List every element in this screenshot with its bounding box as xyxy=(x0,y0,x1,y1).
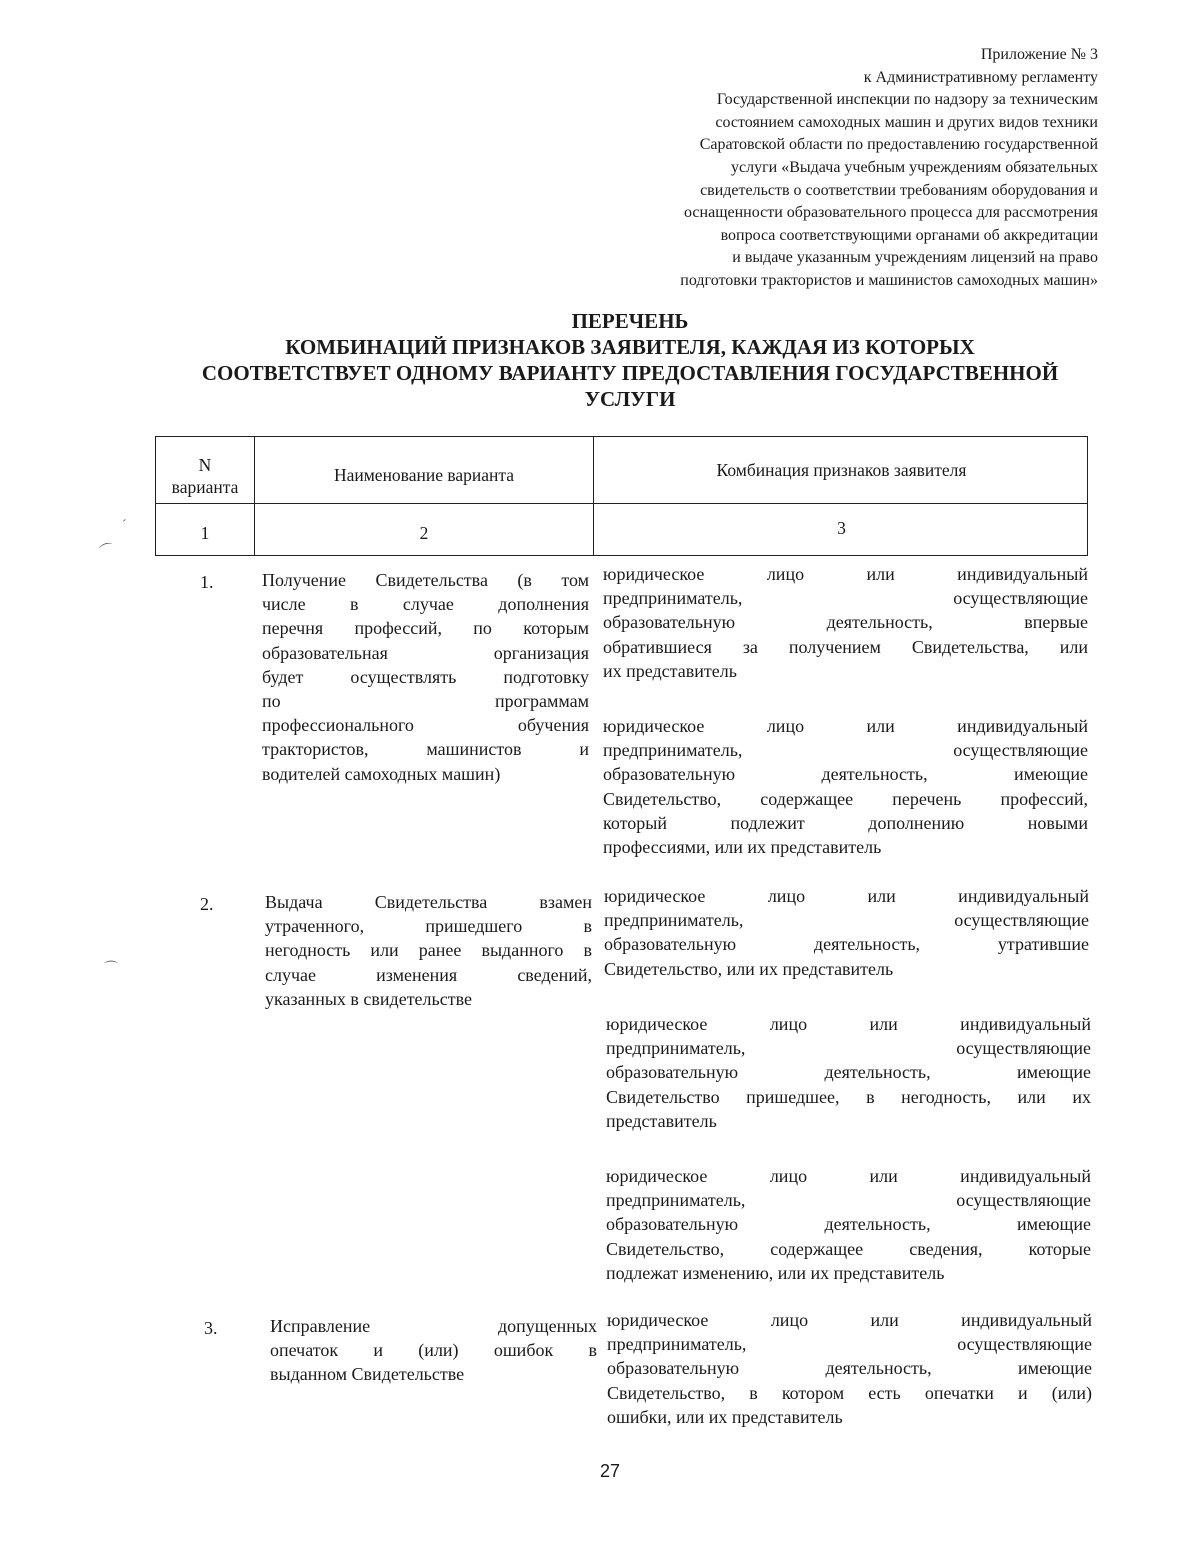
column-number-3: 3 xyxy=(837,518,846,538)
criteria-combination xyxy=(604,884,1089,981)
variant-name xyxy=(262,568,589,786)
header-variant-number xyxy=(156,454,254,498)
criteria-line: профессиями, или их представитель xyxy=(603,836,882,857)
scan-mark: ⌒ xyxy=(104,962,118,977)
criteria-combination xyxy=(603,562,1088,683)
document-title xyxy=(150,308,1110,412)
criteria-line: юридическое лицо или индивидуальный xyxy=(606,1166,1091,1186)
variant-name-line: перечня профессий, по которым xyxy=(262,618,589,639)
appendix-line: вопроса соответствующими органами об аккредитации xyxy=(720,226,1098,244)
criteria-line: образовательную деятельность, впервые xyxy=(603,612,1088,633)
scan-mark: ⌒ xyxy=(98,541,117,561)
variant-name-line: числе в случае дополнения xyxy=(262,594,589,615)
variant-name-line: выданном Свидетельстве xyxy=(270,1364,465,1385)
variant-name-line: трактористов, машинистов и xyxy=(262,739,589,760)
variant-name-line: утраченного, пришедшего в xyxy=(265,916,592,937)
variant-name xyxy=(270,1314,597,1387)
appendix-line: свидетельств о соответствии требованиям оборудования и xyxy=(700,181,1098,199)
criteria-line: Свидетельство, или их представитель xyxy=(604,958,894,979)
criteria-line: образовательную деятельность, имеющие xyxy=(607,1358,1092,1379)
scan-mark: ˊ xyxy=(122,518,127,533)
criteria-line: Свидетельство, содержащее сведения, которые xyxy=(606,1238,1091,1259)
header-variant-number-line2: варианта xyxy=(171,477,239,497)
header-variant-name: Наименование варианта xyxy=(333,465,515,485)
title-line: СООТВЕТСТВУЕТ ОДНОМУ ВАРИАНТУ ПРЕДОСТАВЛЕНИЯ ГОСУДАРСТВЕННОЙ xyxy=(201,361,1059,385)
appendix-line: услуги «Выдача учебным учреждениям обязательных xyxy=(731,158,1098,176)
row-number: 2. xyxy=(200,894,214,914)
variant-name-line: водителей самоходных машин) xyxy=(262,763,501,784)
criteria-line: который подлежит дополнению новыми xyxy=(603,812,1088,833)
criteria-combination xyxy=(607,1308,1092,1429)
appendix-line: и выдаче указанным учреждениям лицензий на право xyxy=(732,249,1098,267)
criteria-line: юридическое лицо или индивидуальный xyxy=(606,1014,1091,1034)
criteria-line: обратившиеся за получением Свидетельства, или xyxy=(603,636,1088,657)
criteria-line: образовательную деятельность, имеющие xyxy=(603,764,1088,785)
column-number-1: 1 xyxy=(200,523,210,543)
criteria-line: юридическое лицо или индивидуальный xyxy=(603,564,1088,584)
criteria-line: предприниматель, осуществляющие xyxy=(603,740,1088,761)
title-line: УСЛУГИ xyxy=(584,387,676,411)
criteria-line: юридическое лицо или индивидуальный xyxy=(607,1310,1092,1330)
variant-name-line: указанных в свидетельстве xyxy=(265,988,472,1009)
variant-name-line: по программам xyxy=(262,690,589,711)
title-line: ПЕРЕЧЕНЬ xyxy=(571,309,689,333)
column-number-2: 2 xyxy=(419,523,429,543)
criteria-combination xyxy=(603,714,1088,859)
appendix-line: оснащенности образовательного процесса для рассмотрения xyxy=(684,204,1098,222)
criteria-combination xyxy=(606,1164,1091,1285)
appendix-line: Государственной инспекции по надзору за техническим xyxy=(716,91,1098,109)
variant-name-line: случае изменения сведений, xyxy=(265,964,592,985)
criteria-combination xyxy=(606,1012,1091,1133)
header-applicant-criteria: Комбинация признаков заявителя xyxy=(716,460,967,480)
variant-name-line: будет осуществлять подготовку xyxy=(262,666,589,687)
appendix-line: к Административному регламенту xyxy=(863,68,1098,86)
variant-name-line: Получение Свидетельства (в том xyxy=(262,570,589,590)
header-variant-number-line1: N xyxy=(198,455,212,475)
variant-name-line: опечаток и (или) ошибок в xyxy=(270,1340,597,1361)
appendix-line: Приложение № 3 xyxy=(980,46,1098,63)
appendix-line: состоянием самоходных машин и других видов техники xyxy=(715,113,1098,131)
appendix-header xyxy=(578,44,1098,293)
criteria-line: предприниматель, осуществляющие xyxy=(604,910,1089,931)
appendix-line: подготовки трактористов и машинистов самоходных машин» xyxy=(680,271,1098,289)
title-line: КОМБИНАЦИЙ ПРИЗНАКОВ ЗАЯВИТЕЛЯ, КАЖДАЯ ИЗ КОТОРЫХ xyxy=(285,335,975,359)
criteria-line: юридическое лицо или индивидуальный xyxy=(604,886,1089,906)
criteria-line: образовательную деятельность, имеющие xyxy=(606,1062,1091,1083)
criteria-line: представитель xyxy=(606,1110,717,1131)
criteria-line: ошибки, или их представитель xyxy=(607,1406,843,1427)
criteria-line: подлежат изменению, или их представитель xyxy=(606,1262,945,1283)
criteria-line: Свидетельство, содержащее перечень профессий, xyxy=(603,788,1088,809)
row-number: 3. xyxy=(204,1318,218,1338)
criteria-line: Свидетельство пришедшее, в негодность, или их xyxy=(606,1086,1091,1107)
criteria-line: их представитель xyxy=(603,660,737,681)
criteria-line: предприниматель, осуществляющие xyxy=(603,588,1088,609)
variant-name-line: образовательная организация xyxy=(262,642,589,663)
row-number: 1. xyxy=(200,572,214,592)
variant-name-line: негодность или ранее выданного в xyxy=(265,940,592,961)
table-header xyxy=(155,436,1088,556)
variant-name-line: Выдача Свидетельства взамен xyxy=(265,892,592,912)
criteria-line: юридическое лицо или индивидуальный xyxy=(603,716,1088,736)
criteria-line: предприниматель, осуществляющие xyxy=(606,1190,1091,1211)
criteria-line: образовательную деятельность, имеющие xyxy=(606,1214,1091,1235)
criteria-line: Свидетельство, в котором есть опечатки и (или) xyxy=(607,1382,1092,1403)
criteria-line: предприниматель, осуществляющие xyxy=(607,1334,1092,1355)
appendix-line: Саратовской области по предоставлению государственной xyxy=(699,136,1098,154)
variant-name-line: профессионального обучения xyxy=(262,715,589,736)
page-number: 27 xyxy=(600,1461,621,1481)
criteria-line: образовательную деятельность, утратившие xyxy=(604,934,1089,955)
variant-name-line: Исправление допущенных xyxy=(270,1316,597,1336)
row-divider xyxy=(156,503,1087,504)
variant-name xyxy=(265,890,592,1011)
criteria-line: предприниматель, осуществляющие xyxy=(606,1038,1091,1059)
